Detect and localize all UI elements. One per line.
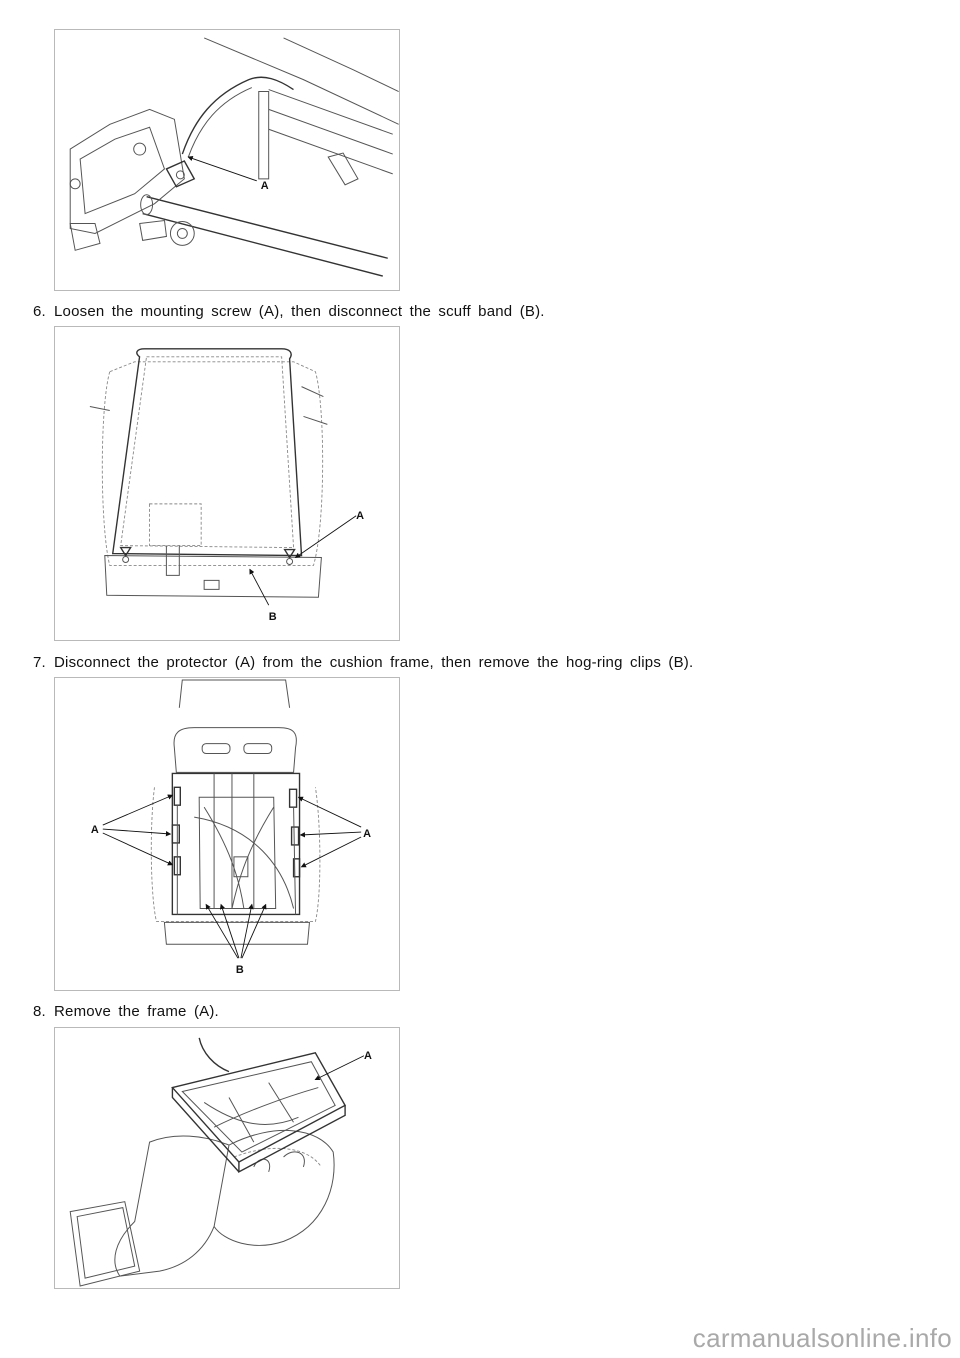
label-a: A xyxy=(356,509,365,522)
label-b: B xyxy=(235,964,244,977)
step-6-number: 6. xyxy=(33,303,46,320)
scuff-band-drawing xyxy=(55,327,399,640)
label-callouts xyxy=(250,510,364,623)
protectors xyxy=(172,787,299,914)
label-a-left: A xyxy=(90,824,99,837)
left-bracket xyxy=(70,109,194,250)
step-8 xyxy=(33,1003,219,1021)
figure-protector-hog-rings xyxy=(54,677,400,991)
label-a: A xyxy=(260,179,269,192)
label-a-callout xyxy=(188,157,268,192)
step-6-text: Loosen the mounting screw (A), then disconnect the scuff band (B). xyxy=(54,303,545,320)
figure-harness-connector xyxy=(54,29,400,291)
seat-track-lines xyxy=(141,38,399,276)
wiring-harness xyxy=(166,77,293,187)
label-a: A xyxy=(363,1049,372,1062)
step-7-number: 7. xyxy=(33,654,46,671)
watermark: carmanualsonline.info xyxy=(692,1323,952,1353)
step-6 xyxy=(33,303,545,321)
step-7 xyxy=(33,654,693,672)
label-callouts xyxy=(91,795,371,976)
remove-frame-drawing xyxy=(55,1028,399,1288)
figure-remove-frame xyxy=(54,1027,400,1289)
seat-back-panel xyxy=(113,349,302,576)
seat-back-outline xyxy=(174,680,296,772)
seat-frame xyxy=(172,1038,345,1172)
harness-connector-drawing xyxy=(55,30,399,290)
protector-hog-rings-drawing xyxy=(55,678,399,990)
cushion-cover xyxy=(70,1130,334,1286)
step-8-number: 8. xyxy=(33,1003,46,1020)
label-callout xyxy=(315,1050,372,1080)
step-7-text: Disconnect the protector (A) from the cushion frame, then remove the hog-ring clips (B). xyxy=(54,654,694,671)
label-a-right: A xyxy=(363,827,372,840)
step-8-text: Remove the frame (A). xyxy=(54,1003,219,1020)
figure-scuff-band xyxy=(54,326,400,641)
label-b: B xyxy=(268,611,277,624)
